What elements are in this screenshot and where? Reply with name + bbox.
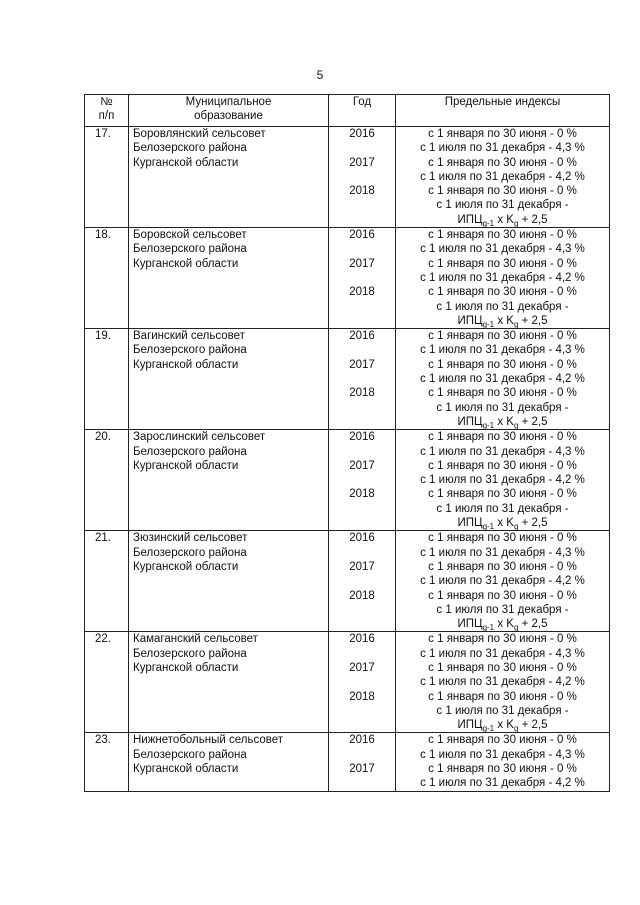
index-line: с 1 января по 30 июня - 0 % (428, 286, 577, 299)
index-line: с 1 января по 30 июня - 0 % (428, 459, 577, 472)
formula-sub-prev-year: g-1 (482, 420, 495, 430)
index-line: с 1 января по 30 июня - 0 % (428, 690, 577, 703)
formula-k: x K (494, 517, 514, 530)
index-line: с 1 января по 30 июня - 0 % (428, 387, 577, 400)
index-line: с 1 января по 30 июня - 0 % (428, 633, 577, 646)
year-value: 2018 (349, 286, 375, 299)
table-row (85, 430, 610, 531)
year-value: 2018 (349, 185, 375, 198)
formula-sub-year: g (513, 623, 519, 633)
index-line: с 1 января по 30 июня - 0 % (428, 128, 577, 140)
index-line: с 1 января по 30 июня - 0 % (428, 763, 577, 776)
indices-cell (396, 127, 610, 228)
index-line: с 1 июля по 31 декабря - (436, 603, 569, 616)
year-spacer (329, 502, 395, 516)
year-value: 2016 (349, 330, 375, 343)
table-row (85, 228, 610, 329)
index-line: с 1 января по 30 июня - 0 % (428, 185, 577, 198)
year-value: 2017 (349, 358, 375, 371)
index-formula (396, 415, 609, 429)
index-line: с 1 января по 30 июня - 0 % (428, 589, 577, 602)
year-value: 2016 (349, 128, 375, 140)
municipality-cell (129, 127, 329, 228)
index-line: с 1 июля по 31 декабря - (436, 199, 569, 212)
municipality-line: Белозерского района (133, 748, 247, 761)
year-spacer (329, 415, 395, 429)
year-spacer (329, 343, 395, 357)
year-cell (329, 228, 396, 329)
row-number-text: 21. (95, 532, 111, 545)
index-line: с 1 июля по 31 декабря - 4,2 % (420, 676, 585, 689)
index-line: с 1 января по 30 июня - 0 % (428, 156, 577, 169)
index-line: с 1 июля по 31 декабря - 4,3 % (420, 546, 585, 559)
row-number-text: 17. (95, 128, 111, 140)
row-number (85, 228, 129, 329)
year-value: 2016 (349, 633, 375, 646)
municipality-cell (129, 430, 329, 531)
municipality-line: Зюзинский сельсовет (133, 532, 248, 545)
year-cell (329, 733, 396, 791)
year-cell (329, 127, 396, 228)
index-line: с 1 января по 30 июня - 0 % (428, 488, 577, 501)
table-row (85, 329, 610, 430)
index-line: с 1 января по 30 июня - 0 % (428, 358, 577, 371)
municipality-cell (129, 733, 329, 791)
table-header-row (85, 95, 610, 127)
municipality-line: Курганской области (133, 763, 239, 776)
header-indices-label: Предельные индексы (444, 96, 561, 108)
row-number-text: 18. (95, 229, 111, 242)
index-line: с 1 января по 30 июня - 0 % (428, 734, 577, 747)
year-value: 2017 (349, 459, 375, 472)
index-line: с 1 июля по 31 декабря - 4,2 % (420, 271, 585, 284)
formula-k: x K (494, 618, 514, 631)
municipality-line: Зарослинский сельсовет (133, 431, 266, 444)
index-line: с 1 июля по 31 декабря - 4,2 % (420, 777, 585, 790)
index-line: с 1 января по 30 июня - 0 % (428, 532, 577, 545)
formula-cpi: ИПЦ (457, 213, 483, 226)
year-value: 2018 (349, 387, 375, 400)
header-municipality-line-1: Муниципальное (185, 96, 272, 108)
formula-k: x K (494, 314, 514, 327)
year-value: 2016 (349, 431, 375, 444)
header-municipality-line-2: образование (194, 110, 263, 123)
municipality-line: Камаганский сельсовет (133, 633, 258, 646)
municipality-line: Белозерского района (133, 546, 247, 559)
year-spacer (329, 704, 395, 718)
year-spacer (329, 141, 395, 155)
municipality-cell (129, 228, 329, 329)
year-cell (329, 329, 396, 430)
index-line: с 1 июля по 31 декабря - 4,3 % (420, 748, 585, 761)
row-number (85, 733, 129, 791)
index-line: с 1 июля по 31 декабря - 4,2 % (420, 373, 585, 386)
formula-sub-prev-year: g-1 (482, 319, 495, 329)
municipality-cell (129, 531, 329, 632)
year-value: 2018 (349, 589, 375, 602)
row-number (85, 531, 129, 632)
formula-k: x K (494, 213, 514, 226)
table-row (85, 127, 610, 228)
municipality-cell (129, 632, 329, 733)
year-value: 2017 (349, 661, 375, 674)
indices-cell (396, 531, 610, 632)
index-formula (396, 516, 609, 530)
indices-cell (396, 733, 610, 791)
index-line: с 1 июля по 31 декабря - 4,3 % (420, 344, 585, 357)
year-spacer (329, 300, 395, 314)
year-spacer (329, 242, 395, 256)
row-number (85, 127, 129, 228)
index-line: с 1 июля по 31 декабря - 4,2 % (420, 474, 585, 487)
formula-sub-year: g (513, 218, 519, 228)
formula-tail: + 2,5 (518, 719, 548, 732)
year-spacer (329, 546, 395, 560)
formula-tail: + 2,5 (518, 213, 548, 226)
formula-k: x K (494, 719, 514, 732)
year-spacer (329, 516, 395, 530)
municipality-line: Курганской области (133, 257, 239, 270)
limit-indices-table (84, 94, 610, 792)
row-number-text: 19. (95, 330, 111, 343)
formula-sub-year: g (513, 420, 519, 430)
year-spacer (329, 776, 395, 790)
municipality-line: Белозерского района (133, 647, 247, 660)
year-value: 2016 (349, 734, 375, 747)
municipality-line: Курганской области (133, 661, 239, 674)
year-spacer (329, 213, 395, 227)
municipality-line: Курганской области (133, 358, 239, 371)
year-spacer (329, 647, 395, 661)
index-line: с 1 января по 30 июня - 0 % (428, 257, 577, 270)
municipality-line: Боровлянский сельсовет (133, 128, 266, 140)
year-spacer (329, 718, 395, 732)
year-value: 2018 (349, 690, 375, 703)
index-line: с 1 июля по 31 декабря - 4,2 % (420, 170, 585, 183)
year-value: 2016 (349, 532, 375, 545)
formula-cpi: ИПЦ (457, 517, 483, 530)
year-value: 2017 (349, 560, 375, 573)
header-num (85, 95, 129, 127)
table-row (85, 733, 610, 791)
header-indices (396, 95, 610, 127)
year-spacer (329, 372, 395, 386)
table-row (85, 531, 610, 632)
formula-sub-prev-year: g-1 (482, 218, 495, 228)
year-spacer (329, 271, 395, 285)
formula-sub-prev-year: g-1 (482, 623, 495, 633)
header-num-line-1: № (100, 96, 113, 108)
municipality-line: Курганской области (133, 459, 239, 472)
municipality-line: Курганской области (133, 560, 239, 573)
formula-tail: + 2,5 (518, 517, 548, 530)
formula-cpi: ИПЦ (457, 719, 483, 732)
year-value: 2017 (349, 763, 375, 776)
row-number-text: 22. (95, 633, 111, 646)
year-value: 2017 (349, 257, 375, 270)
indices-cell (396, 632, 610, 733)
index-line: с 1 июля по 31 декабря - (436, 704, 569, 717)
year-cell (329, 632, 396, 733)
formula-tail: + 2,5 (518, 618, 548, 631)
year-spacer (329, 748, 395, 762)
index-formula (396, 213, 609, 227)
indices-cell (396, 430, 610, 531)
year-spacer (329, 473, 395, 487)
municipality-line: Белозерского района (133, 243, 247, 256)
year-spacer (329, 198, 395, 212)
index-line: с 1 июля по 31 декабря - (436, 401, 569, 414)
row-number (85, 329, 129, 430)
index-line: с 1 января по 30 июня - 0 % (428, 661, 577, 674)
formula-tail: + 2,5 (518, 415, 548, 428)
year-spacer (329, 617, 395, 631)
row-number-text: 23. (95, 734, 111, 747)
formula-cpi: ИПЦ (457, 314, 483, 327)
formula-cpi: ИПЦ (457, 415, 483, 428)
index-line: с 1 июля по 31 декабря - (436, 502, 569, 515)
row-number (85, 430, 129, 531)
year-cell (329, 430, 396, 531)
municipality-line: Белозерского района (133, 445, 247, 458)
index-line: с 1 июля по 31 декабря - 4,2 % (420, 575, 585, 588)
formula-sub-prev-year: g-1 (482, 724, 495, 734)
header-num-line-2: п/п (98, 110, 115, 123)
formula-sub-year: g (513, 522, 519, 532)
page-number: 5 (316, 68, 324, 82)
year-spacer (329, 170, 395, 184)
index-line: с 1 июля по 31 декабря - 4,3 % (420, 142, 585, 155)
index-line: с 1 июля по 31 декабря - (436, 300, 569, 313)
municipality-line: Нижнетобольный сельсовет (133, 734, 283, 747)
header-municipality (129, 95, 329, 127)
index-line: с 1 июля по 31 декабря - 4,3 % (420, 243, 585, 256)
municipality-cell (129, 329, 329, 430)
formula-cpi: ИПЦ (457, 618, 483, 631)
year-spacer (329, 603, 395, 617)
index-line: с 1 января по 30 июня - 0 % (428, 229, 577, 242)
year-spacer (329, 445, 395, 459)
municipality-line: Курганской области (133, 156, 239, 169)
formula-sub-year: g (513, 319, 519, 329)
year-spacer (329, 314, 395, 328)
year-spacer (329, 401, 395, 415)
year-value: 2016 (349, 229, 375, 242)
index-line: с 1 января по 30 июня - 0 % (428, 560, 577, 573)
formula-sub-prev-year: g-1 (482, 522, 495, 532)
year-cell (329, 531, 396, 632)
index-line: с 1 января по 30 июня - 0 % (428, 330, 577, 343)
formula-tail: + 2,5 (518, 314, 548, 327)
index-line: с 1 июля по 31 декабря - 4,3 % (420, 445, 585, 458)
header-year-label: Год (352, 96, 372, 108)
year-spacer (329, 675, 395, 689)
year-value: 2017 (349, 156, 375, 169)
formula-k: x K (494, 415, 514, 428)
municipality-line: Белозерского района (133, 142, 247, 155)
indices-cell (396, 228, 610, 329)
formula-sub-year: g (513, 724, 519, 734)
index-formula (396, 314, 609, 328)
header-year (329, 95, 396, 127)
table-row (85, 632, 610, 733)
index-formula (396, 718, 609, 732)
municipality-line: Вагинский сельсовет (133, 330, 245, 343)
index-line: с 1 января по 30 июня - 0 % (428, 431, 577, 444)
indices-cell (396, 329, 610, 430)
index-line: с 1 июля по 31 декабря - 4,3 % (420, 647, 585, 660)
year-spacer (329, 574, 395, 588)
municipality-line: Белозерского района (133, 344, 247, 357)
index-formula (396, 617, 609, 631)
year-value: 2018 (349, 488, 375, 501)
row-number-text: 20. (95, 431, 111, 444)
row-number (85, 632, 129, 733)
municipality-line: Боровской сельсовет (133, 229, 247, 242)
